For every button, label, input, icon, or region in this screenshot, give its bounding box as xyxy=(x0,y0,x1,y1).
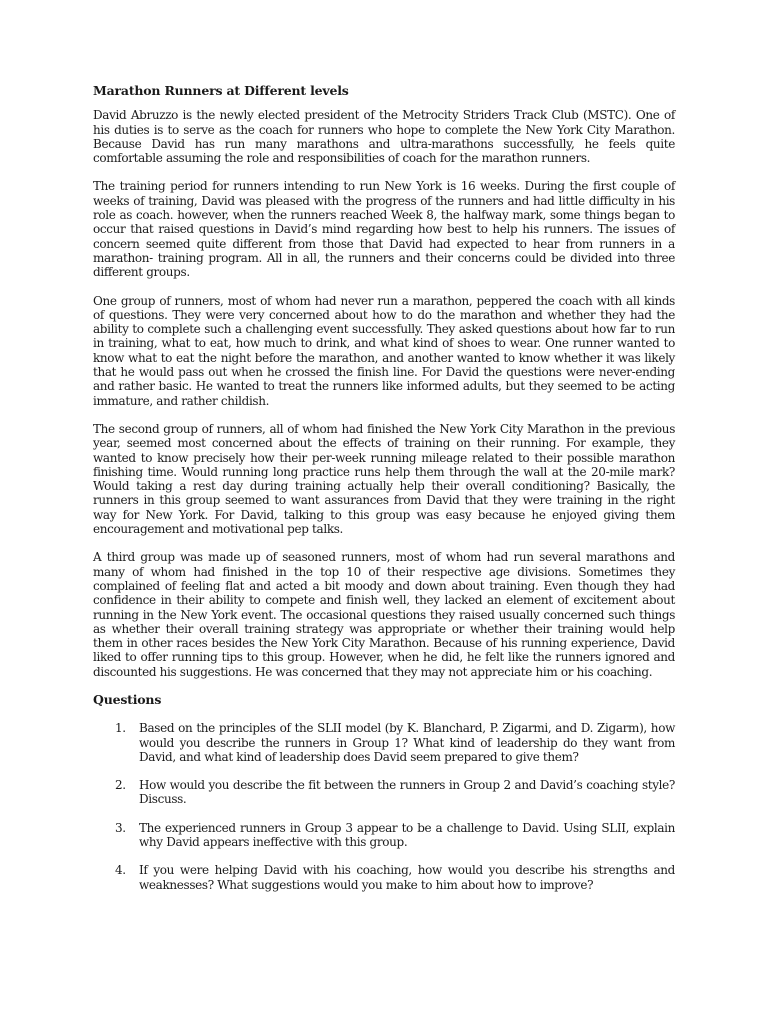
question-item xyxy=(93,821,675,850)
question-item xyxy=(93,778,675,807)
question-number: 1. xyxy=(115,721,126,736)
question-item xyxy=(93,863,675,892)
paragraph-intro: David Abruzzo is the newly elected president of the Metrocity Striders Track Club (MSTC). One of his duties is to serve as the coach for runners who hope to complete the New York City Marathon. Because David has run many marathons and ultra-marathons successfully, he feels quite comfortable assuming the role and responsibilities of coach for the marathon runners. xyxy=(93,108,675,166)
question-text: The experienced runners in Group 3 appear to be a challenge to David. Using SLII, explain why David appears ineffective with this group. xyxy=(139,820,675,850)
question-number: 3. xyxy=(115,820,126,835)
document-page xyxy=(93,84,675,906)
questions-list xyxy=(93,721,675,892)
question-text: Based on the principles of the SLII model (by K. Blanchard, P. Zigarmi, and D. Zigarm), how would you describe the runners in Group 1? What kind of leadership do they want from David, and what kind of leadership does David seem prepared to give them? xyxy=(139,721,675,764)
paragraph-group-one: One group of runners, most of whom had never run a marathon, peppered the coach with all kinds of questions. They were very concerned about how to do the marathon and whether they had the ability to complete such a challenging event successfully. They asked questions about how far to run in training, what to eat, how much to drink, and what kind of shoes to wear. One runner wanted to know what to eat the night before the marathon, and another wanted to know whether it was likely that he would pass out when he crossed the finish line. For David the questions were never-ending and rather basic. He wanted to treat the runners like informed adults, but they seemed to be acting immature, and rather childish. xyxy=(93,293,675,408)
document-title: Marathon Runners at Different levels xyxy=(93,83,349,98)
question-item xyxy=(93,721,675,764)
question-number: 4. xyxy=(115,863,126,878)
question-text: How would you describe the fit between the runners in Group 2 and David’s coaching style? Discuss. xyxy=(139,778,675,807)
question-number: 2. xyxy=(115,778,126,793)
paragraph-group-two: The second group of runners, all of whom had finished the New York City Marathon in the previous year, seemed most concerned about the effects of training on their running. For example, they wanted to know precisely how their per-week running mileage related to their possible marathon finishing time. Would running long practice runs help them through the wall at the 20-mile mark? Would taking a rest day during training actually help their overall conditioning? Basically, the runners in this group seemed to want assurances from David that they were training in the right way for New York. For David, talking to this group was easy because he enjoyed giving them encouragement and motivational pep talks. xyxy=(93,421,675,537)
paragraph-group-three: A third group was made up of seasoned runners, most of whom had run several marathons and many of whom had finished in the top 10 of their respective age divisions. Sometimes they complained of feeling flat and acted a bit moody and down about training. Even though they had confidence in their ability to compete and finish well, they lacked an element of excitement about running in the New York event. The occasional questions they raised usually concerned such things as whether their overall training strategy was appropriate or whether their training would help them in other races besides the New York City Marathon. Because of his running experience, David liked to offer running tips to this group. However, when he did, he felt like the runners ignored and discounted his suggestions. He was concerned that they may not appreciate him or his coaching. xyxy=(93,550,675,679)
question-text: If you were helping David with his coaching, how would you describe his strengths and weaknesses? What suggestions would you make to him about how to improve? xyxy=(139,863,675,892)
paragraph-training-period: The training period for runners intending to run New York is 16 weeks. During the first couple of weeks of training, David was pleased with the progress of the runners and had little difficulty in his role as coach. however, when the runners reached Week 8, the halfway mark, some things began to occur that raised questions in David’s mind regarding how best to help his runners. The issues of concern seemed quite different from those that David had expected to hear from runners in a marathon- training program. All in all, the runners and their concerns could be divided into three different groups. xyxy=(93,179,675,280)
questions-heading: Questions xyxy=(93,691,162,707)
